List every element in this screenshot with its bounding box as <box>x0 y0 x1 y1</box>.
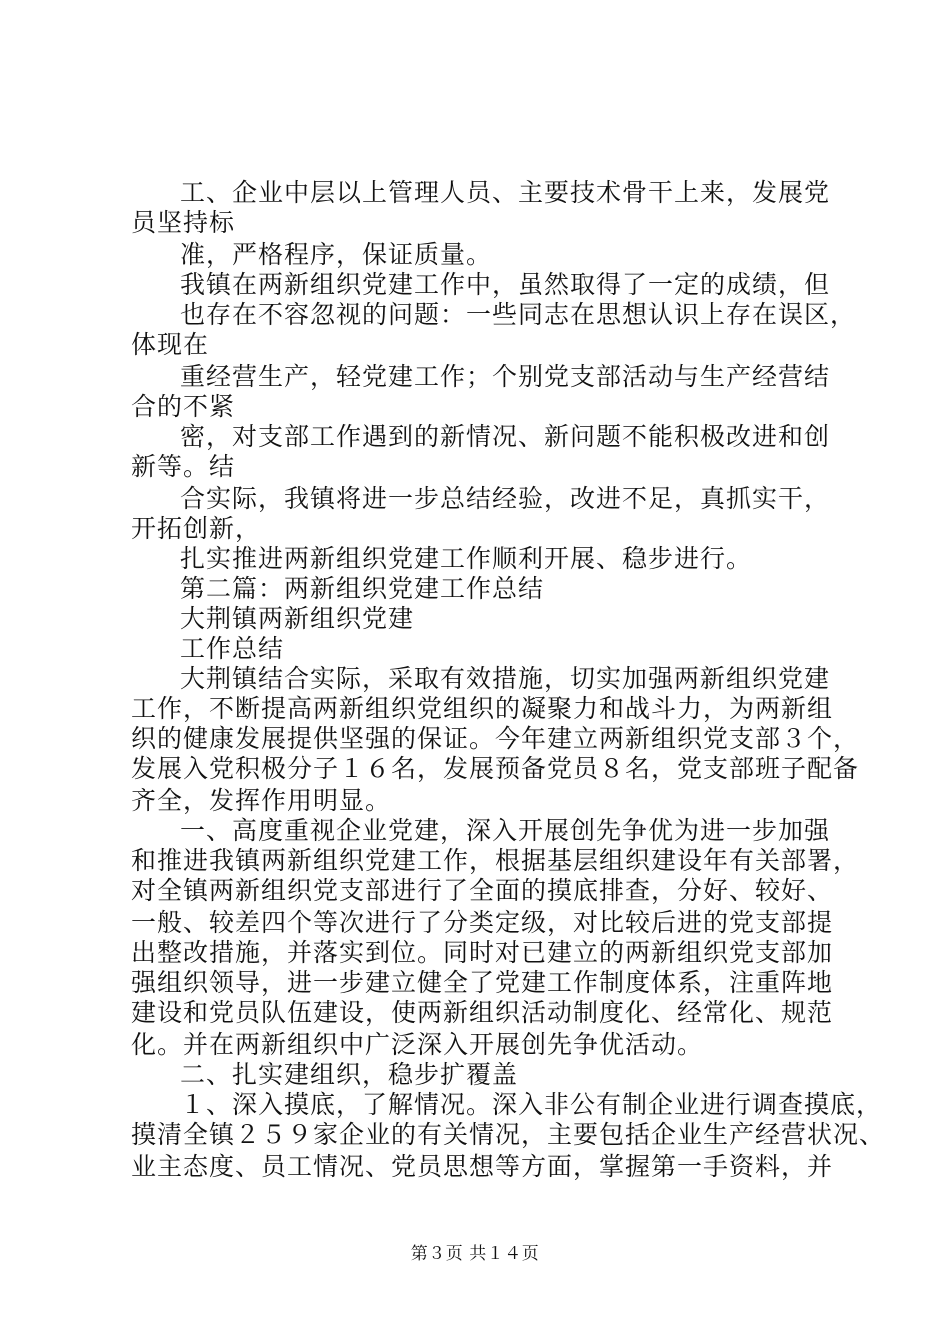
text-line: 对全镇两新组织党支部进行了全面的摸底排查，分好、较好、 <box>131 876 834 905</box>
text-line: 工、企业中层以上管理人员、主要技术骨干上来，发展党 <box>180 178 831 207</box>
text-line: 准，严格程序，保证质量。 <box>180 240 493 269</box>
text-line: 摸清全镇２５９家企业的有关情况，主要包括企业生产经营状况、 <box>131 1120 886 1149</box>
text-line: 建设和党员队伍建设，使两新组织活动制度化、经常化、规范 <box>131 998 834 1027</box>
text-line: 化。并在两新组织中广泛深入开展创先争优活动。 <box>131 1030 704 1059</box>
text-line: 齐全，发挥作用明显。 <box>131 786 392 815</box>
text-line: 业主态度、员工情况、党员思想等方面，掌握第一手资料，并 <box>131 1152 834 1181</box>
text-line: １、深入摸底，了解情况。深入非公有制企业进行调查摸底， <box>180 1090 883 1119</box>
document-title: 大荆镇两新组织党建 <box>180 604 415 633</box>
text-line: 合实际，我镇将进一步总结经验，改进不足，真抓实干， <box>180 484 831 513</box>
text-line: 密，对支部工作遇到的新情况、新问题不能积极改进和创 <box>180 422 831 451</box>
text-line: 出整改措施，并落实到位。同时对已建立的两新组织党支部加 <box>131 938 834 967</box>
section-heading: 第二篇：两新组织党建工作总结 <box>180 574 545 603</box>
text-line: 一般、较差四个等次进行了分类定级，对比较后进的党支部提 <box>131 908 834 937</box>
text-line: 也存在不容忽视的问题：一些同志在思想认识上存在误区， <box>180 300 857 329</box>
text-line: 体现在 <box>131 330 210 359</box>
text-line: 工作，不断提高两新组织党组织的凝聚力和战斗力，为两新组 <box>131 694 834 723</box>
text-line: 织的健康发展提供坚强的保证。今年建立两新组织党支部３个， <box>131 724 860 753</box>
page-number-footer: 第３页 共１４页 <box>410 1244 540 1264</box>
document-title: 工作总结 <box>180 634 285 663</box>
text-line: 和推进我镇两新组织党建工作，根据基层组织建设年有关部署， <box>131 846 860 875</box>
text-line: 开拓创新， <box>131 514 262 543</box>
section-heading: 一、高度重视企业党建，深入开展创先争优为进一步加强 <box>180 816 831 845</box>
text-line: 员坚持标 <box>131 208 236 237</box>
text-line: 我镇在两新组织党建工作中，虽然取得了一定的成绩，但 <box>180 270 831 299</box>
text-line: 发展入党积极分子１６名，发展预备党员８名，党支部班子配备 <box>131 754 860 783</box>
text-line: 新等。结 <box>131 452 236 481</box>
text-line: 合的不紧 <box>131 392 236 421</box>
section-heading: 二、扎实建组织，稳步扩覆盖 <box>180 1060 519 1089</box>
text-line: 重经营生产，轻党建工作；个别党支部活动与生产经营结 <box>180 362 831 391</box>
text-line: 强组织领导，进一步建立健全了党建工作制度体系，注重阵地 <box>131 968 834 997</box>
text-line: 大荆镇结合实际，采取有效措施，切实加强两新组织党建 <box>180 664 831 693</box>
text-line: 扎实推进两新组织党建工作顺利开展、稳步进行。 <box>180 544 753 573</box>
